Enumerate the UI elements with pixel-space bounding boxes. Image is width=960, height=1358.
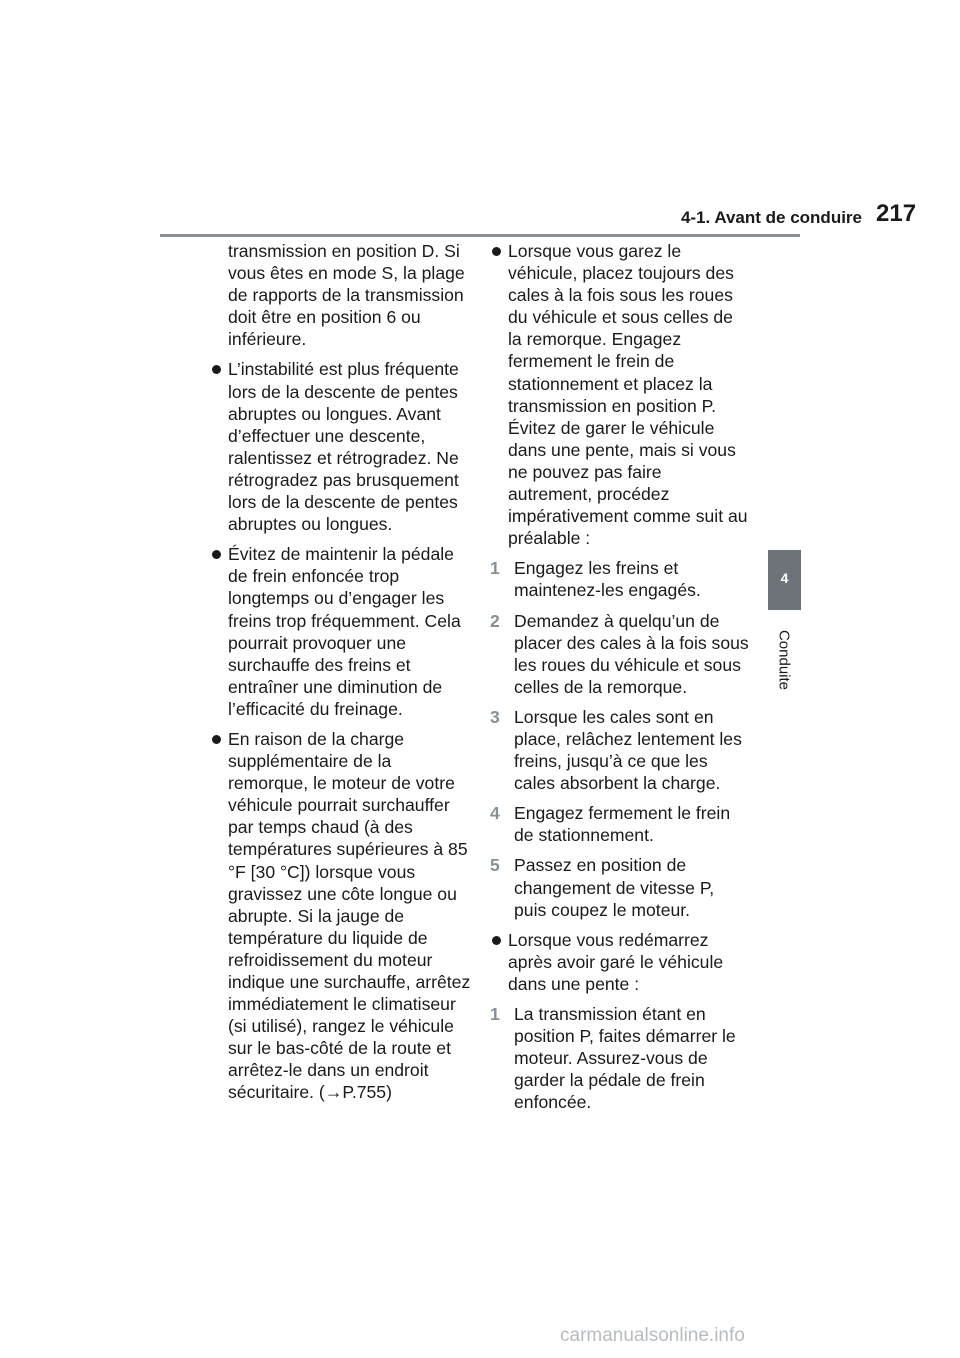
right-column [490, 240, 750, 1121]
bullet-item [210, 728, 475, 1104]
bullet-icon [492, 247, 501, 256]
step-text: La transmission étant en position P, faites démarrer le moteur. Assurez-vous de garder la pédale de frein enfoncée. [514, 1004, 736, 1113]
continuation-paragraph: transmission en position D. Si vous êtes en mode S, la plage de rapports de la transmission doit être en position 6 ou inférieure. [228, 241, 465, 350]
step-item [490, 1003, 750, 1113]
watermark: carmanualsonline.info [560, 1325, 745, 1346]
bullet-item [490, 929, 750, 995]
step-number: 3 [490, 706, 500, 727]
bullet-icon [492, 936, 501, 945]
section-title: 4-1. Avant de conduire [680, 208, 862, 227]
chapter-tab: 4 [768, 550, 801, 610]
step-text: Demandez à quelqu’un de placer des cales à la fois sous les roues du véhicule et sous celles de la remorque. [514, 610, 749, 697]
bullet-text: En raison de la charge supplémentaire de la remorque, le moteur de votre véhicule pourrait surchauffer par temps chaud (à des températures supérieures à 85 °F [30 °C]) lorsque vous gravissez une côte longue ou abrupte. Si la jauge de température du liquide de refroidissement du moteur indique une surchauffe, arrêtez immédiatement le climatiseur (si utilisé), rangez le véhicule sur le bas-côté de la route et arrêtez-le dans un endroit sécuritaire. (→P.755) [228, 728, 471, 1103]
chapter-label-text: Conduite [775, 629, 793, 691]
chapter-label [772, 620, 796, 700]
left-column [210, 240, 475, 1112]
step-number: 2 [490, 610, 500, 631]
bullet-item [210, 543, 475, 720]
step-item [490, 610, 750, 698]
step-text: Passez en position de changement de vitesse P, puis coupez le moteur. [514, 855, 715, 920]
step-item [490, 557, 750, 601]
step-text: Lorsque les cales sont en place, relâchez lentement les freins, jusqu’à ce que les cales absorbent la charge. [514, 706, 742, 794]
step-text: Engagez fermement le frein de stationnement. [514, 803, 731, 846]
step-number: 1 [490, 1004, 500, 1024]
bullet-icon [212, 550, 221, 559]
header-rule [160, 234, 800, 237]
bullet-item [210, 358, 475, 535]
page-number: 217 [876, 200, 917, 227]
page-header [160, 200, 917, 236]
bullet-text: Lorsque vous garez le véhicule, placez toujours des cales à la fois sous les roues du véhicule et sous celles de la remorque. Engagez fermement le frein de stationnement et placez la transmission en position P. Évitez de garer le véhicule dans une pente, mais si vous ne pouvez pas faire autrement, procédez impérativement comme suit au préalable : [508, 241, 748, 549]
step-number: 5 [490, 855, 500, 876]
step-item [490, 854, 750, 920]
step-number: 1 [490, 558, 500, 579]
step-number: 4 [490, 803, 500, 824]
bullet-icon [212, 365, 221, 374]
bullet-text: Évitez de maintenir la pédale de frein enfoncée trop longtemps ou d’engager les freins trop fréquemment. Cela pourrait provoquer une surchauffe des freins et entraîner une diminution de l’efficacité du freinage. [228, 544, 461, 719]
step-item [490, 706, 750, 794]
step-text: Engagez les freins et maintenez-les engagés. [514, 558, 701, 601]
step-item [490, 802, 750, 846]
bullet-text: L’instabilité est plus fréquente lors de la descente de pentes abruptes ou longues. Avant d’effectuer une descente, ralentissez et rétrogradez. Ne rétrogradez pas brusquement lors de la descente de pentes abruptes ou longues. [228, 359, 459, 535]
bullet-icon [212, 735, 221, 744]
bullet-text: Lorsque vous redémarrez après avoir garé le véhicule dans une pente : [508, 929, 724, 994]
bullet-item [490, 240, 750, 549]
